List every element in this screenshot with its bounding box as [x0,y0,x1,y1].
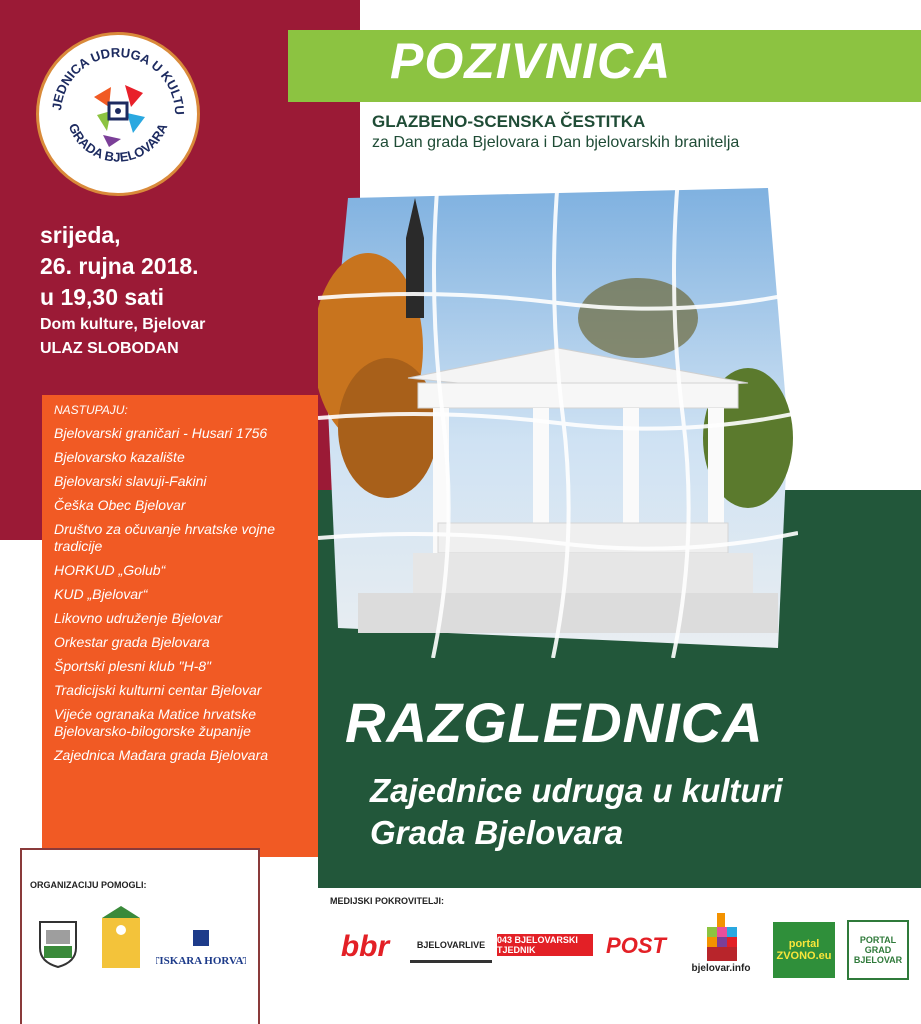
media-sponsors-label: MEDIJSKI POKROVITELJI: [330,896,445,906]
portal-grad-bjelovar-logo: PORTAL GRAD BJELOVAR [847,920,909,980]
performer-item: Zajednica Mađara grada Bjelovara [54,747,269,763]
performer-item: Bjelovarsko kazalište [54,449,185,465]
bjelovar-info-label: bjelovar.info [691,962,751,974]
event-occasion: za Dan grada Bjelovara i Dan bjelovarskih branitelja [372,134,740,151]
bbr-logo: bbr [340,930,390,963]
performer-item: Bjelovarski slavuji-Fakini [54,473,207,489]
performer-item: Športski plesni klub "H-8" [54,658,212,674]
logo-emblem-icon [94,85,145,147]
logo-ring-top: JEDNICA UDRUGA U KULTU [49,44,188,116]
organizers-label: ORGANIZACIJU POMOGLI: [30,880,147,890]
performers-heading: NASTUPAJU: [54,403,128,417]
main-subtitle-line1: Zajednice udruga u kulturi [370,772,783,809]
main-subtitle [370,770,783,854]
performer-item: HORKUD „Golub“ [54,562,166,578]
invitation-title: POZIVNICA [390,33,672,89]
performer-item: Likovno udruženje Bjelovar [54,610,223,626]
event-subtitle: GLAZBENO-SCENSKA ČESTITKA [372,112,646,131]
event-day: srijeda, [40,222,121,248]
tourist-board-logo [96,904,146,974]
bjelovarski-tjednik-logo: 043 BJELOVARSKI TJEDNIK [497,934,593,956]
pavilion-puzzle-photo [318,178,798,658]
performer-item: Bjelovarski graničari - Husari 1756 [54,425,268,441]
tiskara-horvat-label: TISKARA HORVAT [156,955,246,967]
performers-list [42,395,318,857]
performer-item: Društvo za očuvanje hrvatske vojne tradicije [54,521,275,554]
post-logo: POST [606,933,666,958]
city-coat-of-arms-icon [38,920,78,968]
event-time: u 19,30 sati [40,284,165,310]
association-logo [36,32,200,196]
event-info [40,220,205,361]
svg-text:GRADA BJELOVARA [66,121,171,165]
tiskara-horvat-logo [156,930,246,970]
performer-item: Orkestar grada Bjelovara [54,634,210,650]
logo-ring-bottom: GRADA BJELOVARA [65,121,171,165]
main-subtitle-line2: Grada Bjelovara [370,814,624,851]
performer-item: Češka Obec Bjelovar [54,497,186,513]
bjelovarlive-logo: BJELOVARLIVE [410,930,492,963]
event-entry: ULAZ SLOBODAN [40,340,179,357]
main-title: RAZGLEDNICA [345,691,764,754]
performer-item: KUD „Bjelovar“ [54,586,148,602]
event-venue: Dom kulture, Bjelovar [40,316,206,333]
performer-item: Tradicijski kulturni centar Bjelovar [54,682,262,698]
event-date: 26. rujna 2018. [40,253,199,279]
zvono-eu-logo: portal ZVONO.eu [773,922,835,978]
bjelovar-info-logo [680,906,762,980]
performer-item: Vijeće ogranaka Matice hrvatske Bjelovarsko-bilogorske županije [54,706,257,739]
